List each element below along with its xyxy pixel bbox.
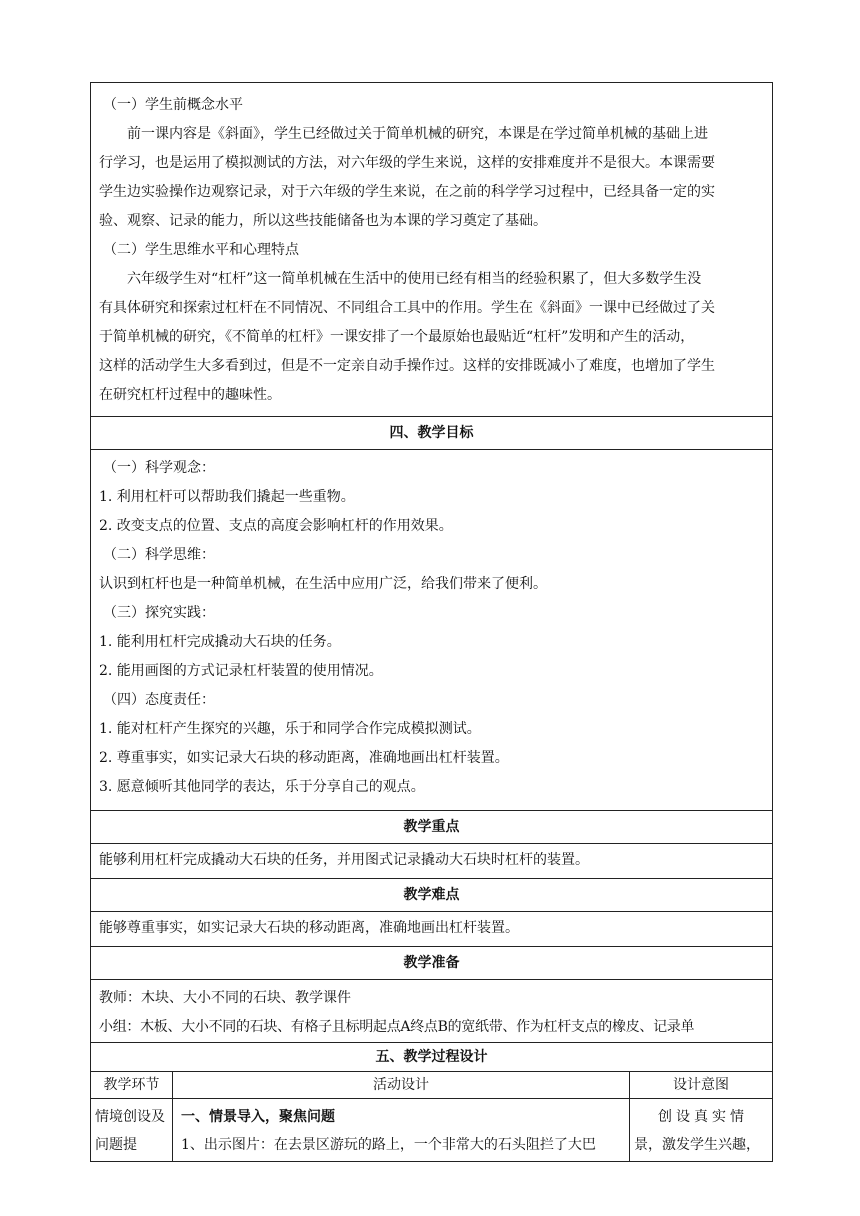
objective-line: 1. 利用杠杆可以帮助我们撬起一些重物。 [99,489,355,505]
intent-line: 景，激发学生兴趣， [634,1137,760,1153]
pre-concept-heading: （一）学生前概念水平 [103,97,243,113]
preparation-group: 小组：木板、大小不同的石块、有格子且标明起点A终点B的宽纸带、作为杠杆支点的橡皮、记录单 [99,1019,695,1035]
key-point-section [91,844,772,879]
key-point-heading: 教学重点 [91,811,772,844]
preparation-section [91,980,772,1043]
objective-line: （三）探究实践： [103,605,215,621]
pre-concept-line: 学生边实验操作边观察记录，对于六年级的学生来说，在之前的科学学习过程中，已经具备一定的实 [99,184,715,200]
objective-line: 2. 能用画图的方式记录杠杆装置的使用情况。 [99,663,383,679]
objectives-section [91,450,772,811]
intent-line: 创设真实情 [658,1109,748,1125]
difficulty-section [91,912,772,947]
lesson-plan-document [90,82,773,1162]
thinking-line: 有具体研究和探索过杠杆在不同情况、不同组合工具中的作用。学生在《斜面》一课中已经做过了关 [99,300,715,316]
process-column-headers [91,1072,772,1099]
column-header-intent: 设计意图 [673,1077,729,1093]
objective-line: 1. 能对杠杆产生探究的兴趣，乐于和同学合作完成模拟测试。 [99,721,481,737]
activity-cell [173,1099,630,1161]
process-row [91,1099,772,1162]
activity-line: 1、出示图片：在去景区游玩的路上，一个非常大的石头阻拦了大巴 [181,1137,596,1153]
stage-cell: 情境创设及问题提 [91,1099,173,1161]
objective-line: （二）科学思维： [103,547,215,563]
thinking-line: 在研究杠杆过程中的趣味性。 [99,387,281,403]
difficulty-text: 能够尊重事实，如实记录大石块的移动距离，准确地画出杠杆装置。 [99,920,519,936]
lesson-plan-table [90,82,773,1162]
thinking-heading: （二）学生思维水平和心理特点 [103,242,299,258]
preparation-heading: 教学准备 [91,947,772,980]
objective-line: （四）态度责任： [103,692,215,708]
objective-line: 认识到杠杆也是一种简单机械，在生活中应用广泛，给我们带来了便利。 [99,576,547,592]
process-heading: 五、教学过程设计 [91,1043,772,1072]
thinking-line: 六年级学生对“杠杆”这一简单机械在生活中的使用已经有相当的经验积累了，但大多数学生没 [127,271,702,287]
objective-line: 3. 愿意倾听其他同学的表达，乐于分享自己的观点。 [99,779,425,795]
intent-cell [630,1099,772,1161]
difficulty-heading: 教学难点 [91,879,772,912]
column-header-activity: 活动设计 [173,1072,630,1098]
student-analysis-section [91,83,772,417]
column-header-stage: 教学环节 [91,1072,173,1098]
pre-concept-line: 前一课内容是《斜面》，学生已经做过关于简单机械的研究，本课是在学过简单机械的基础上进 [127,126,708,142]
key-point-text: 能够利用杠杆完成撬动大石块的任务，并用图式记录撬动大石块时杠杆的装置。 [99,852,589,868]
thinking-line: 于简单机械的研究，《不简单的杠杆》一课安排了一个最原始也最贴近“杠杆”发明和产生的活动， [99,329,695,345]
pre-concept-line: 验、观察、记录的能力，所以这些技能储备也为本课的学习奠定了基础。 [99,213,547,229]
objective-line: 2. 尊重事实，如实记录大石块的移动距离，准确地画出杠杆装置。 [99,750,509,766]
pre-concept-line: 行学习，也是运用了模拟测试的方法，对六年级的学生来说，这样的安排难度并不是很大。本课需要 [99,155,715,171]
objective-line: 2. 改变支点的位置、支点的高度会影响杠杆的作用效果。 [99,518,453,534]
activity-title: 一、情景导入，聚焦问题 [181,1109,335,1125]
preparation-teacher: 教师：木块、大小不同的石块、教学课件 [99,990,351,1006]
thinking-line: 这样的活动学生大多看到过，但是不一定亲自动手操作过。这样的安排既减小了难度，也增加了学生 [99,358,715,374]
objective-line: 1. 能利用杠杆完成撬动大石块的任务。 [99,634,341,650]
objectives-heading: 四、教学目标 [91,417,772,450]
objective-line: （一）科学观念： [103,460,215,476]
